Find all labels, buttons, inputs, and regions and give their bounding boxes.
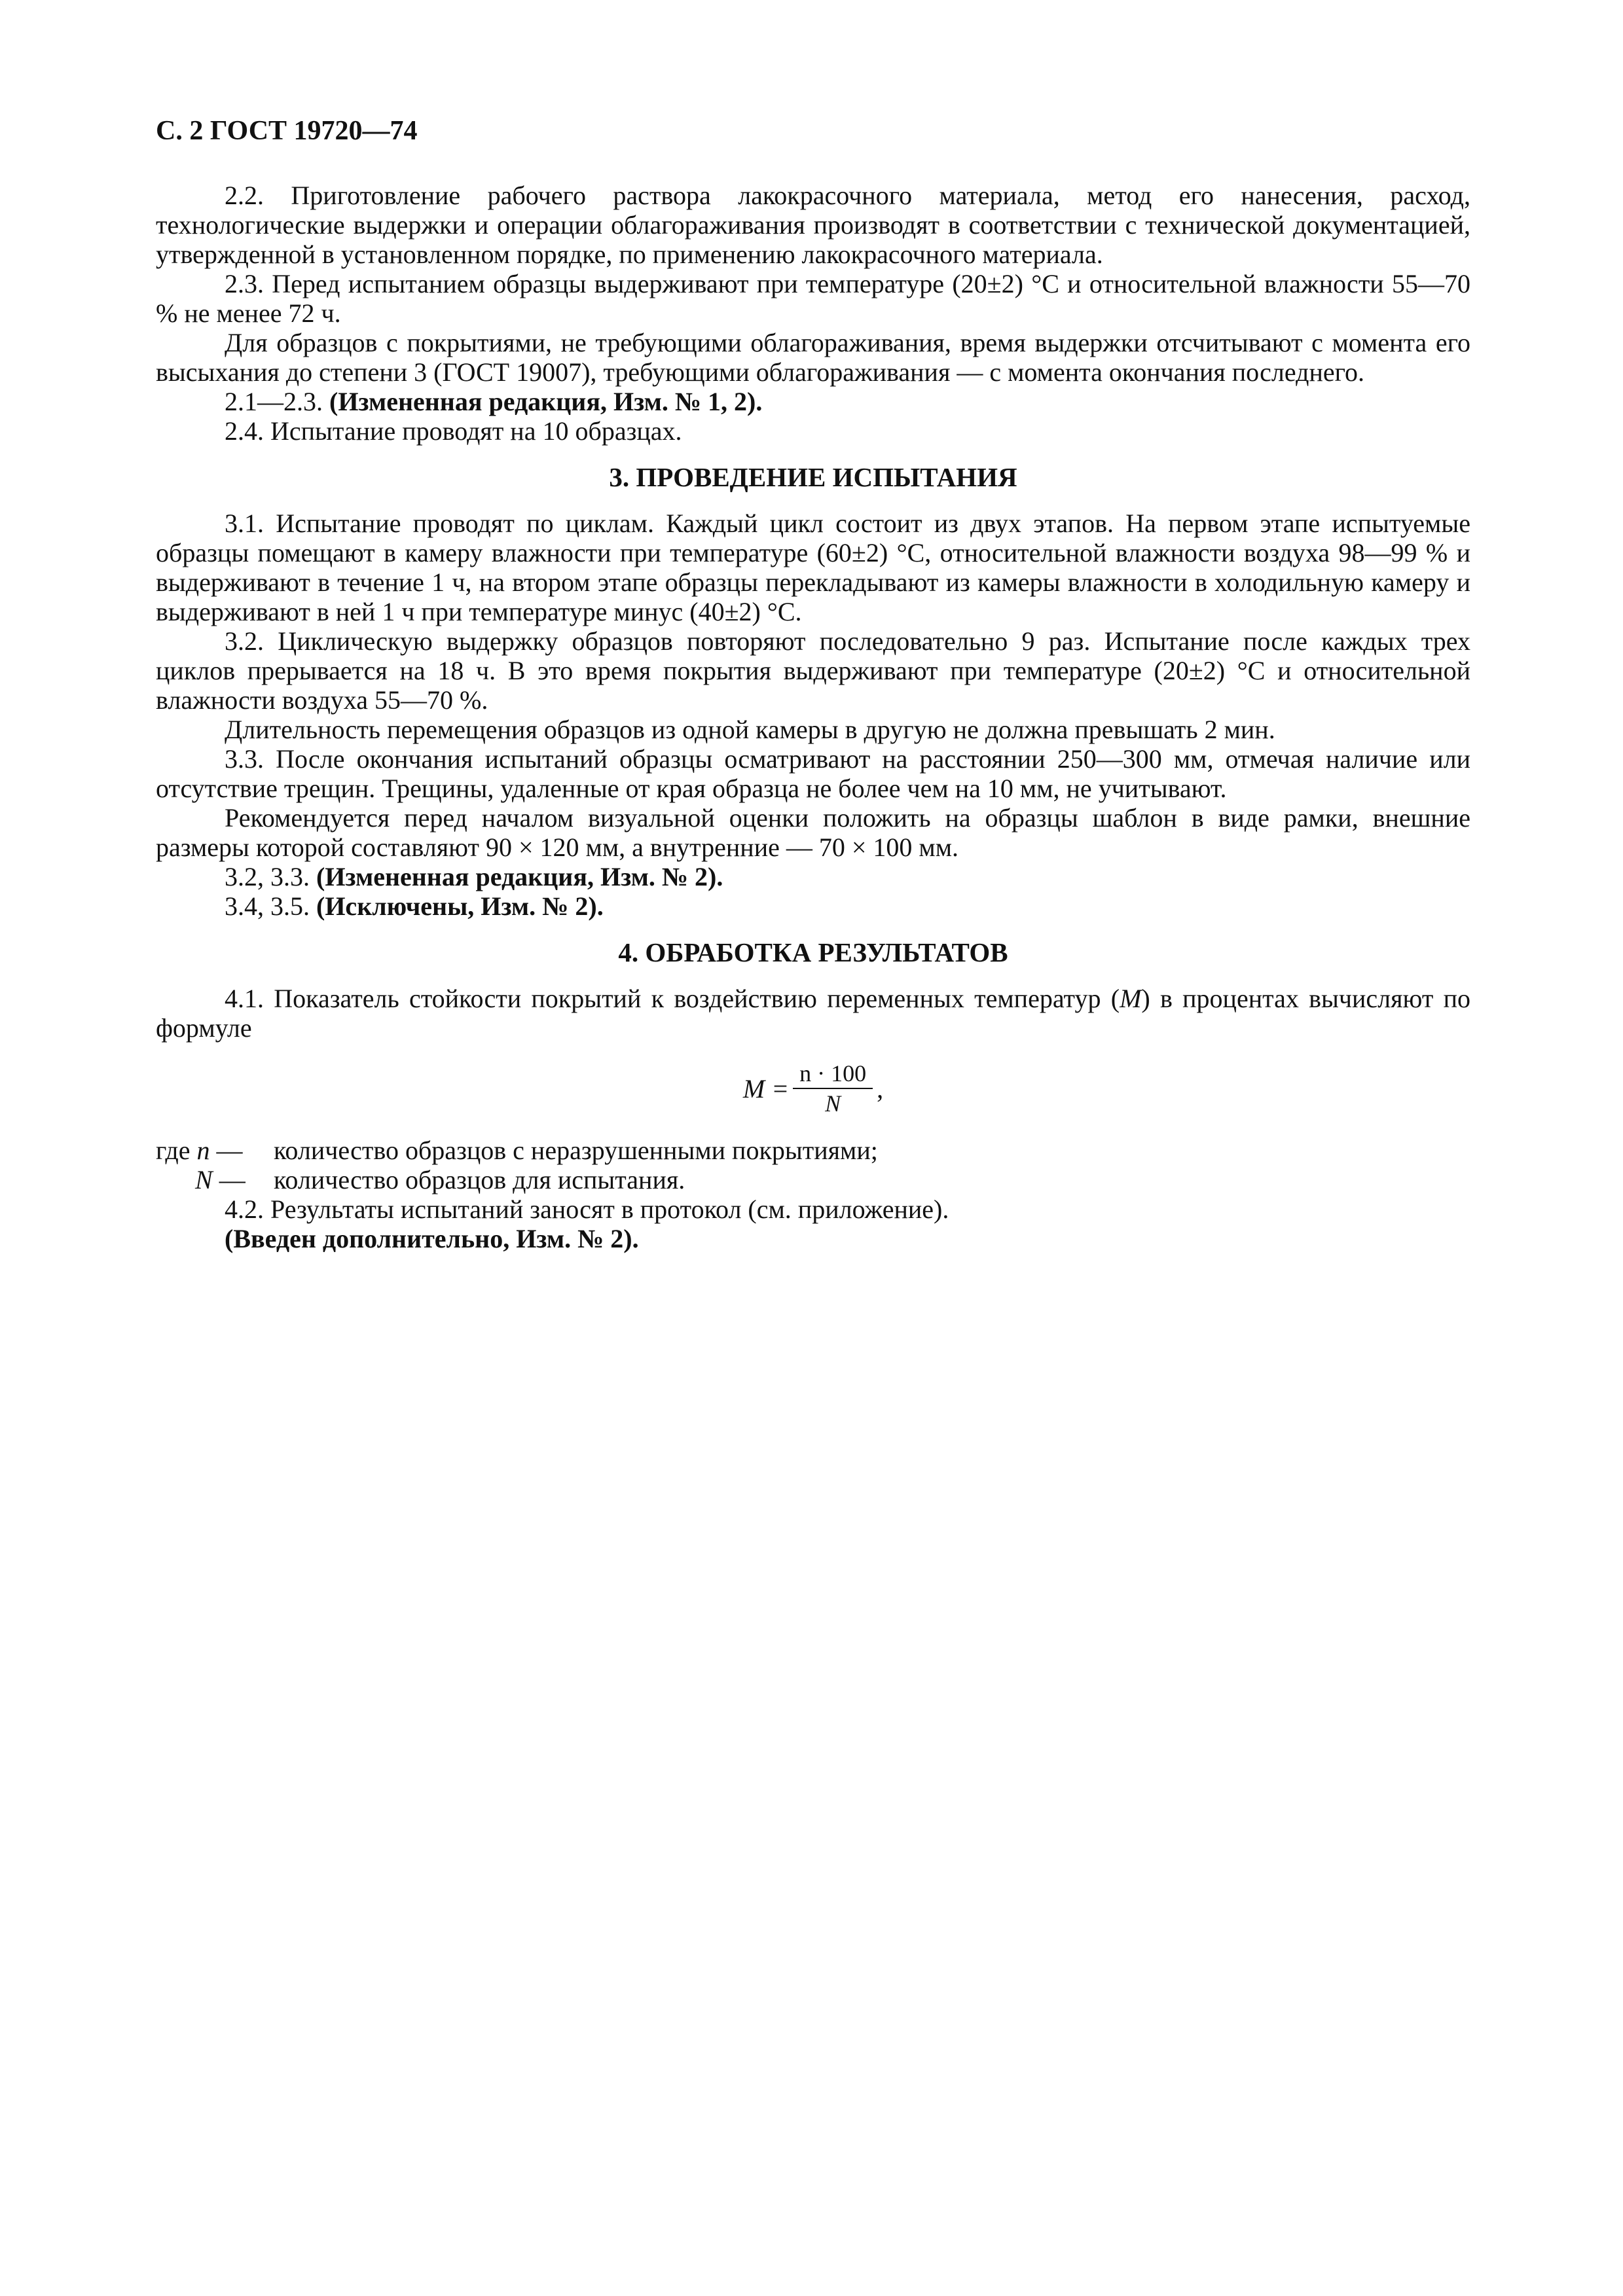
clause-3-3: 3.3. После окончания испытаний образцы осматривают на расстоянии 250—300 мм, отмечая наличие или отсутствие трещин. Трещины, удаленные от края образца не более чем на 10 мм, не учитывают. bbox=[156, 744, 1470, 803]
legend-term bbox=[156, 1136, 274, 1165]
legend-dash: — bbox=[212, 1165, 259, 1194]
clause-4-2: 4.2. Результаты испытаний заносят в протокол (см. приложение). bbox=[225, 1194, 949, 1224]
formula-lhs: M = bbox=[742, 1073, 790, 1103]
amendment-2-1-2-3 bbox=[156, 387, 1470, 416]
section-heading-4: 4. ОБРАБОТКА РЕЗУЛЬТАТОВ bbox=[618, 937, 1008, 967]
clause-2-4: 2.4. Испытание проводят на 10 образцах. bbox=[225, 416, 682, 446]
legend-description: количество образцов для испытания. bbox=[274, 1165, 685, 1194]
page-header: С. 2 ГОСТ 19720—74 bbox=[156, 116, 418, 146]
amendment-text: (Измененная редакция, Изм. № 1, 2). bbox=[329, 387, 763, 416]
amendment-text: (Исключены, Изм. № 2). bbox=[316, 891, 604, 921]
amendment-text: (Измененная редакция, Изм. № 2). bbox=[316, 862, 723, 891]
amendment-ref: 3.4, 3.5. bbox=[225, 891, 310, 921]
amendment-3-2-3-3 bbox=[156, 862, 1470, 891]
clause-3-2: 3.2. Циклическую выдержку образцов повторяют последовательно 9 раз. Испытание после каждых трех циклов прерывается на 18 ч. В это время покрытия выдерживают при температуре (20±2) °С и относительной влажности воздуха 55—70 %. bbox=[156, 626, 1470, 715]
clause-3-1: 3.1. Испытание проводят по циклам. Каждый цикл состоит из двух этапов. На первом этапе испытуемые образцы помещают в камеру влажности при температуре (60±2) °С, относительной влажности воздуха 98—99 % и выдерживают в течение 1 ч, на втором этапе образцы перекладывают из камеры влажности в холодильную камеру и выдерживают в ней 1 ч при температуре минус (40±2) °С. bbox=[156, 509, 1470, 626]
variable-m: М bbox=[1120, 984, 1142, 1013]
formula-trail: , bbox=[877, 1073, 884, 1103]
legend-prefix: где bbox=[156, 1136, 197, 1165]
clause-3-3-note: Рекомендуется перед началом визуальной оценки положить на образцы шаблон в виде рамки, внешние размеры которой составляют 90 × 120 мм, а внутренние — 70 × 100 мм. bbox=[156, 803, 1470, 862]
formula-denominator: N bbox=[825, 1090, 841, 1117]
amendment-ref: 2.1—2.3. bbox=[225, 387, 323, 416]
amendment-ref: 3.2, 3.3. bbox=[225, 862, 310, 891]
amendment-3-4-3-5 bbox=[156, 891, 1470, 921]
formula bbox=[156, 1049, 1470, 1128]
clause-2-2: 2.2. Приготовление рабочего раствора лакокрасочного материала, метод его нанесения, расход, технологические выдержки и операции облагораживания производят в соответствии с технической документацией, утвержденной в установленном порядке, по применению лакокрасочного материала. bbox=[156, 181, 1470, 269]
legend-description: количество образцов с неразрушенными покрытиями; bbox=[274, 1136, 878, 1165]
legend-symbol: N bbox=[195, 1165, 213, 1194]
formula-numerator: n · 100 bbox=[793, 1060, 873, 1089]
legend-term bbox=[156, 1165, 274, 1194]
document-body bbox=[156, 181, 1470, 1253]
clause-4-1-text-b: ) в процентах вычисляют по формуле bbox=[156, 984, 1471, 1043]
legend-symbol: n bbox=[196, 1136, 210, 1165]
clause-4-1-text-a: 4.1. Показатель стойкости покрытий к воздействию переменных температур ( bbox=[225, 984, 1120, 1013]
section-heading-3: 3. ПРОВЕДЕНИЕ ИСПЫТАНИЯ bbox=[609, 462, 1017, 492]
clause-2-3-note: Для образцов с покрытиями, не требующими облагораживания, время выдержки отсчитывают с момента его высыхания до степени 3 (ГОСТ 19007), требующими облагораживания — с момента окончания последнего. bbox=[156, 328, 1470, 387]
legend-dash: — bbox=[210, 1136, 256, 1165]
amendment-4-2: (Введен дополнительно, Изм. № 2). bbox=[225, 1224, 639, 1253]
formula-legend-row bbox=[156, 1136, 1470, 1165]
clause-2-3: 2.3. Перед испытанием образцы выдерживают при температуре (20±2) °С и относительной влажности 55—70 % не менее 72 ч. bbox=[156, 269, 1470, 328]
formula-legend-row bbox=[156, 1165, 1470, 1194]
clause-3-2-note: Длительность перемещения образцов из одной камеры в другую не должна превышать 2 мин. bbox=[225, 715, 1275, 744]
clause-4-1 bbox=[156, 984, 1470, 1043]
formula-fraction bbox=[793, 1060, 873, 1117]
